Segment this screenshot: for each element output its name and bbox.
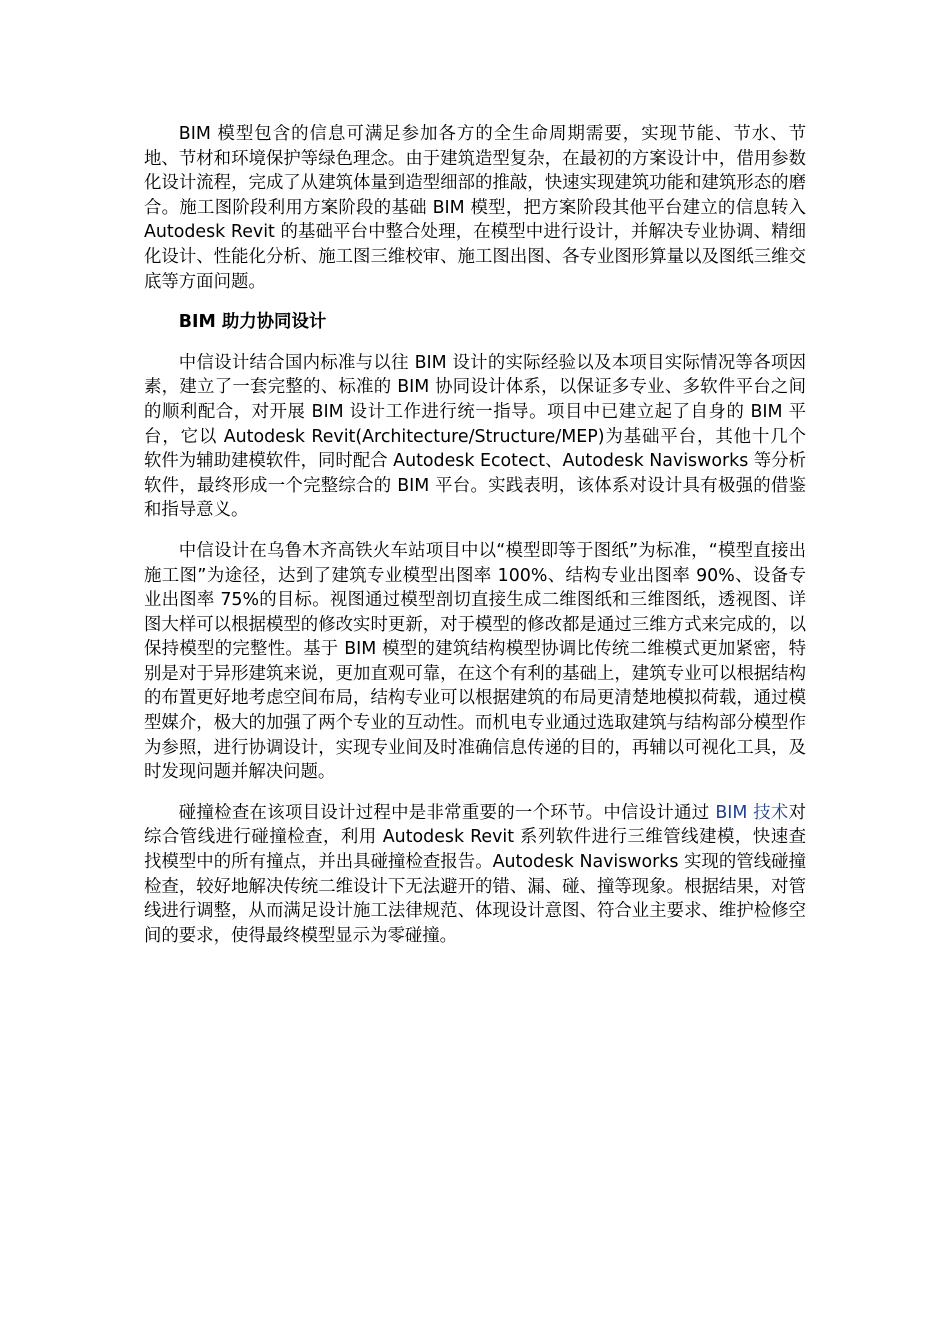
paragraph-bim-collaboration-system: 中信设计结合国内标准与以往 BIM 设计的实际经验以及本项目实际情况等各项因素，建立了一套完整的、标准的 BIM 协同设计体系，以保证多专业、多软件平台之间的顺利配合，对开展 BIM 设计工作进行统一指导。项目中已建立起了自身的 BIM 平台，它以 Autodesk Revit(Architecture/Structure/MEP)为基础平台，其他十几个软件为辅助建模软件，同时配合 Autodesk Ecotect、Autodesk Navisworks 等分析软件，最终形成一个完整综合的 BIM 平台。实践表明，该体系对设计具有极强的借鉴和指导意义。 bbox=[144, 352, 806, 521]
clash-text-end: 对综合管线进行碰撞检查，利用 Autodesk Revit 系列软件进行三维管线建模，快速查找模型中的所有撞点，并出具碰撞检查报告。Autodesk Navisworks 实现的管线碰撞检查，较好地解决传统二维设计下无法避开的错、漏、碰、撞等现象。根据结果，对管线进行调整，从而满足设计施工法律规范、体现设计意图、符合业主要求、维护检修空间的要求，使得最终模型显示为零碰撞。 bbox=[144, 802, 807, 946]
clash-text-start: 碰撞检查在该项目设计过程中是非常重要的一个环节。中信设计通过 bbox=[178, 802, 716, 823]
paragraph-bim-model-info: BIM 模型包含的信息可满足参加各方的全生命周期需要，实现节能、节水、节地、节材和环境保护等绿色理念。由于建筑造型复杂，在最初的方案设计中，借用参数化设计流程，完成了从建筑体量到造型细部的推敲，快速实现建筑功能和建筑形态的磨合。施工图阶段利用方案阶段的基础 BIM 模型，把方案阶段其他平台建立的信息转入 Autodesk Revit 的基础平台中整合处理，在模型中进行设计，并解决专业协调、精细化设计、性能化分析、施工图三维校审、施工图出图、各专业图形算量以及图纸三维交底等方面问题。 bbox=[144, 124, 806, 292]
document-body bbox=[144, 122, 806, 948]
bim-technology-link[interactable]: BIM 技术 bbox=[715, 802, 789, 823]
section-heading-bim-collaborative-design: BIM 助力协同设计 bbox=[178, 312, 327, 333]
paragraph-clash-detection bbox=[144, 801, 806, 949]
paragraph-urumqi-station-project: 中信设计在乌鲁木齐高铁火车站项目中以“模型即等于图纸”为标准，“模型直接出施工图”为途径，达到了建筑专业模型出图率 100%、结构专业出图率 90%、设备专业出图率 75%的目标。视图通过模型剖切直接生成二维图纸和三维图纸，透视图、详图大样可以根据模型的修改实时更新，对于模型的修改都是通过三维方式来完成的，以保持模型的完整性。基于 BIM 模型的建筑结构模型协调比传统二维模式更加紧密，特别是对于异形建筑来说，更加直观可靠，在这个有利的基础上，建筑专业可以根据结构的布置更好地考虑空间布局，结构专业可以根据建筑的布局更清楚地模拟荷载，通过模型媒介，极大的加强了两个专业的互动性。而机电专业通过选取建筑与结构部分模型作为参照，进行协调设计，实现专业间及时准确信息传递的目的，再辅以可视化工具，及时发现问题并解决问题。 bbox=[144, 540, 806, 783]
